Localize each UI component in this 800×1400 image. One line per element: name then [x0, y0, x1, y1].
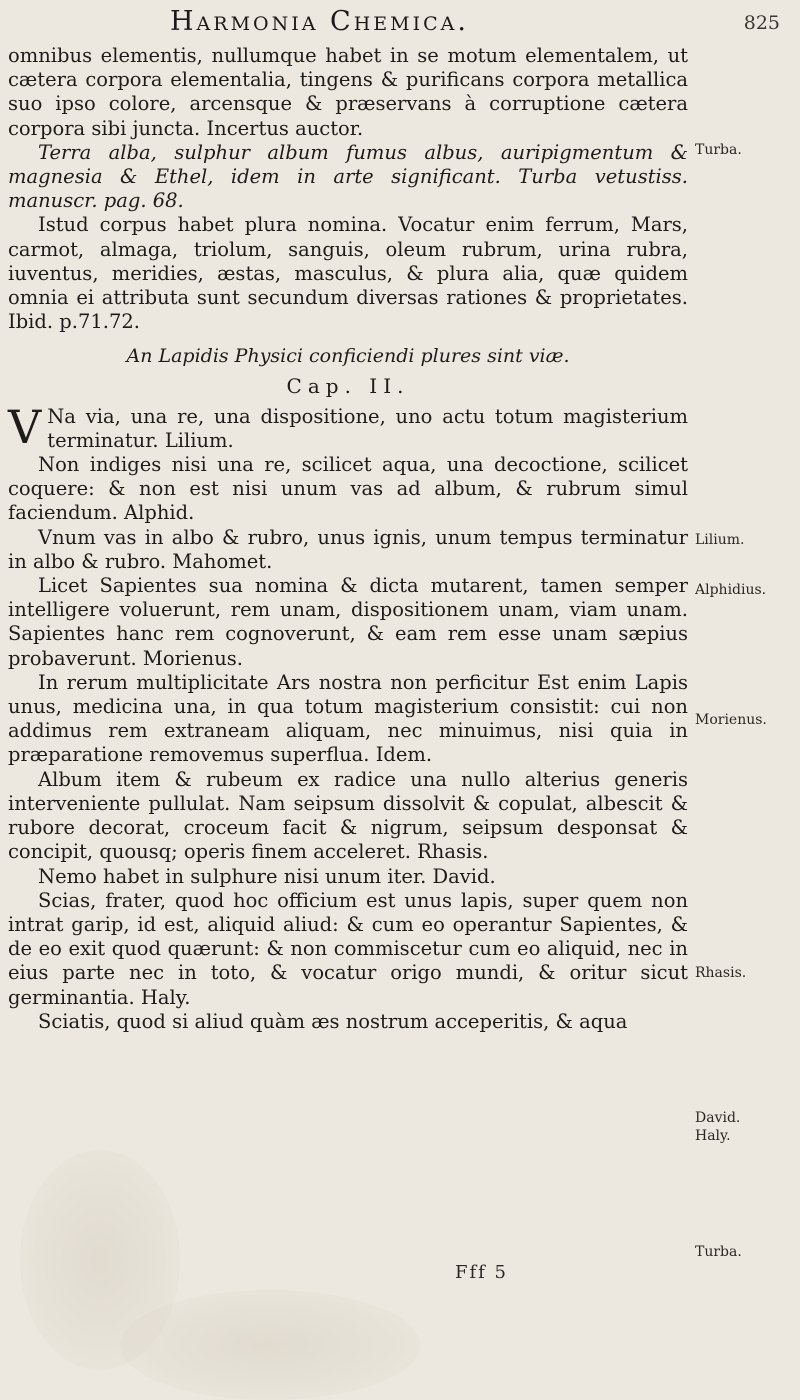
margin-note: Morienus. [695, 712, 767, 728]
running-title: Harmonia Chemica. [170, 6, 469, 37]
drop-cap: V [8, 399, 42, 454]
paragraph: Istud corpus habet plura nomina. Vocatur enim ferrum, Mars, carmot, almaga, triolum, sanguis, oleum rubrum, urina rubra, iuventus, meridies, æstas, masculus, & plura alia, quæ quidem omnia ei attributa sunt secundum diversas rationes & proprietates. Ibid. p.71.72. [8, 213, 688, 334]
paragraph: Nemo habet in sulphure nisi unum iter. David. [38, 864, 496, 888]
margin-note: Alphidius. [695, 582, 767, 598]
page-number: 825 [743, 12, 780, 34]
signature-mark: Fff 5 [455, 1262, 508, 1283]
paper-stain [20, 1150, 180, 1370]
paragraph: Licet Sapientes sua nomina & dicta mutarent, tamen semper intelligere voluerunt, rem unam, dispositionem unam, viam unam. Sapientes hanc rem cognoverunt, & eam rem esse unam sæpius probaverunt. Morienus. [8, 574, 688, 670]
paragraph: Vnum vas in albo & rubro, unus ignis, unum tempus terminatur in albo & rubro. Mahomet. [8, 525, 688, 573]
chapter-title: Cap. II. [286, 374, 410, 399]
paragraph: Scias, frater, quod hoc officium est unus lapis, super quem non intrat garip, id est, aliquid aliud: & cum eo operantur Sapientes, & de eo exit quod quærunt: & non commiscetur cum eo aliquid, nec in eius parte nec in toto, & vocatur origo mundi, & oritur sicut germinantia. Haly. [8, 888, 688, 1009]
paragraph: omnibus elementis, nullumque habet in se motum elementalem, ut cætera corpora elementalia, tingens & purificans corpora metallica suo ipso colore, arcensque & præservans à corruptione cætera corpora sibi juncta. Incertus auctor. [8, 44, 688, 140]
section-heading: An Lapidis Physici conficiendi plures sint viæ. [126, 345, 570, 368]
paragraph: Non indiges nisi una re, scilicet aqua, una decoctione, scilicet coquere: & non est nisi unum vas ad album, & rubrum simul faciendum. Alphid. [8, 453, 688, 525]
margin-note: Turba. [695, 1244, 742, 1260]
margin-notes [695, 0, 800, 1400]
margin-note: Turba. [695, 142, 742, 158]
main-text [8, 44, 688, 1034]
paragraph: Album item & rubeum ex radice una nullo alterius generis interveniente pullulat. Nam seipsum dissolvit & copulat, albescit & rubore decorat, croceum facit & nigrum, seipsum desponsat & concipit, quousq; operis finem acceleret. Rhasis. [8, 767, 688, 864]
margin-note: Lilium. [695, 532, 745, 548]
paragraph: Sciatis, quod si aliud quàm æs nostrum acceperitis, & aqua [38, 1009, 628, 1033]
paragraph: Terra alba, sulphur album fumus albus, auripigmentum & magnesia & Ethel, idem in arte significant. Turba vetustiss. manuscr. pag. 68. [8, 140, 688, 213]
margin-note: Haly. [695, 1128, 731, 1144]
margin-note: Rhasis. [695, 965, 747, 981]
paragraph-with-initial [8, 399, 688, 454]
page-header [20, 6, 780, 42]
paragraph-text: Na via, una re, una dispositione, uno actu totum magisterium terminatur. Lilium. [47, 404, 688, 452]
paragraph: In rerum multiplicitate Ars nostra non perficitur Est enim Lapis unus, medicina una, in qua totum magisterium consistit: cui non addimus rem extraneam aliquam, nec minuimus, nisi quia in præparatione removemus superflua. Idem. [8, 670, 688, 767]
margin-note: David. [695, 1110, 741, 1126]
